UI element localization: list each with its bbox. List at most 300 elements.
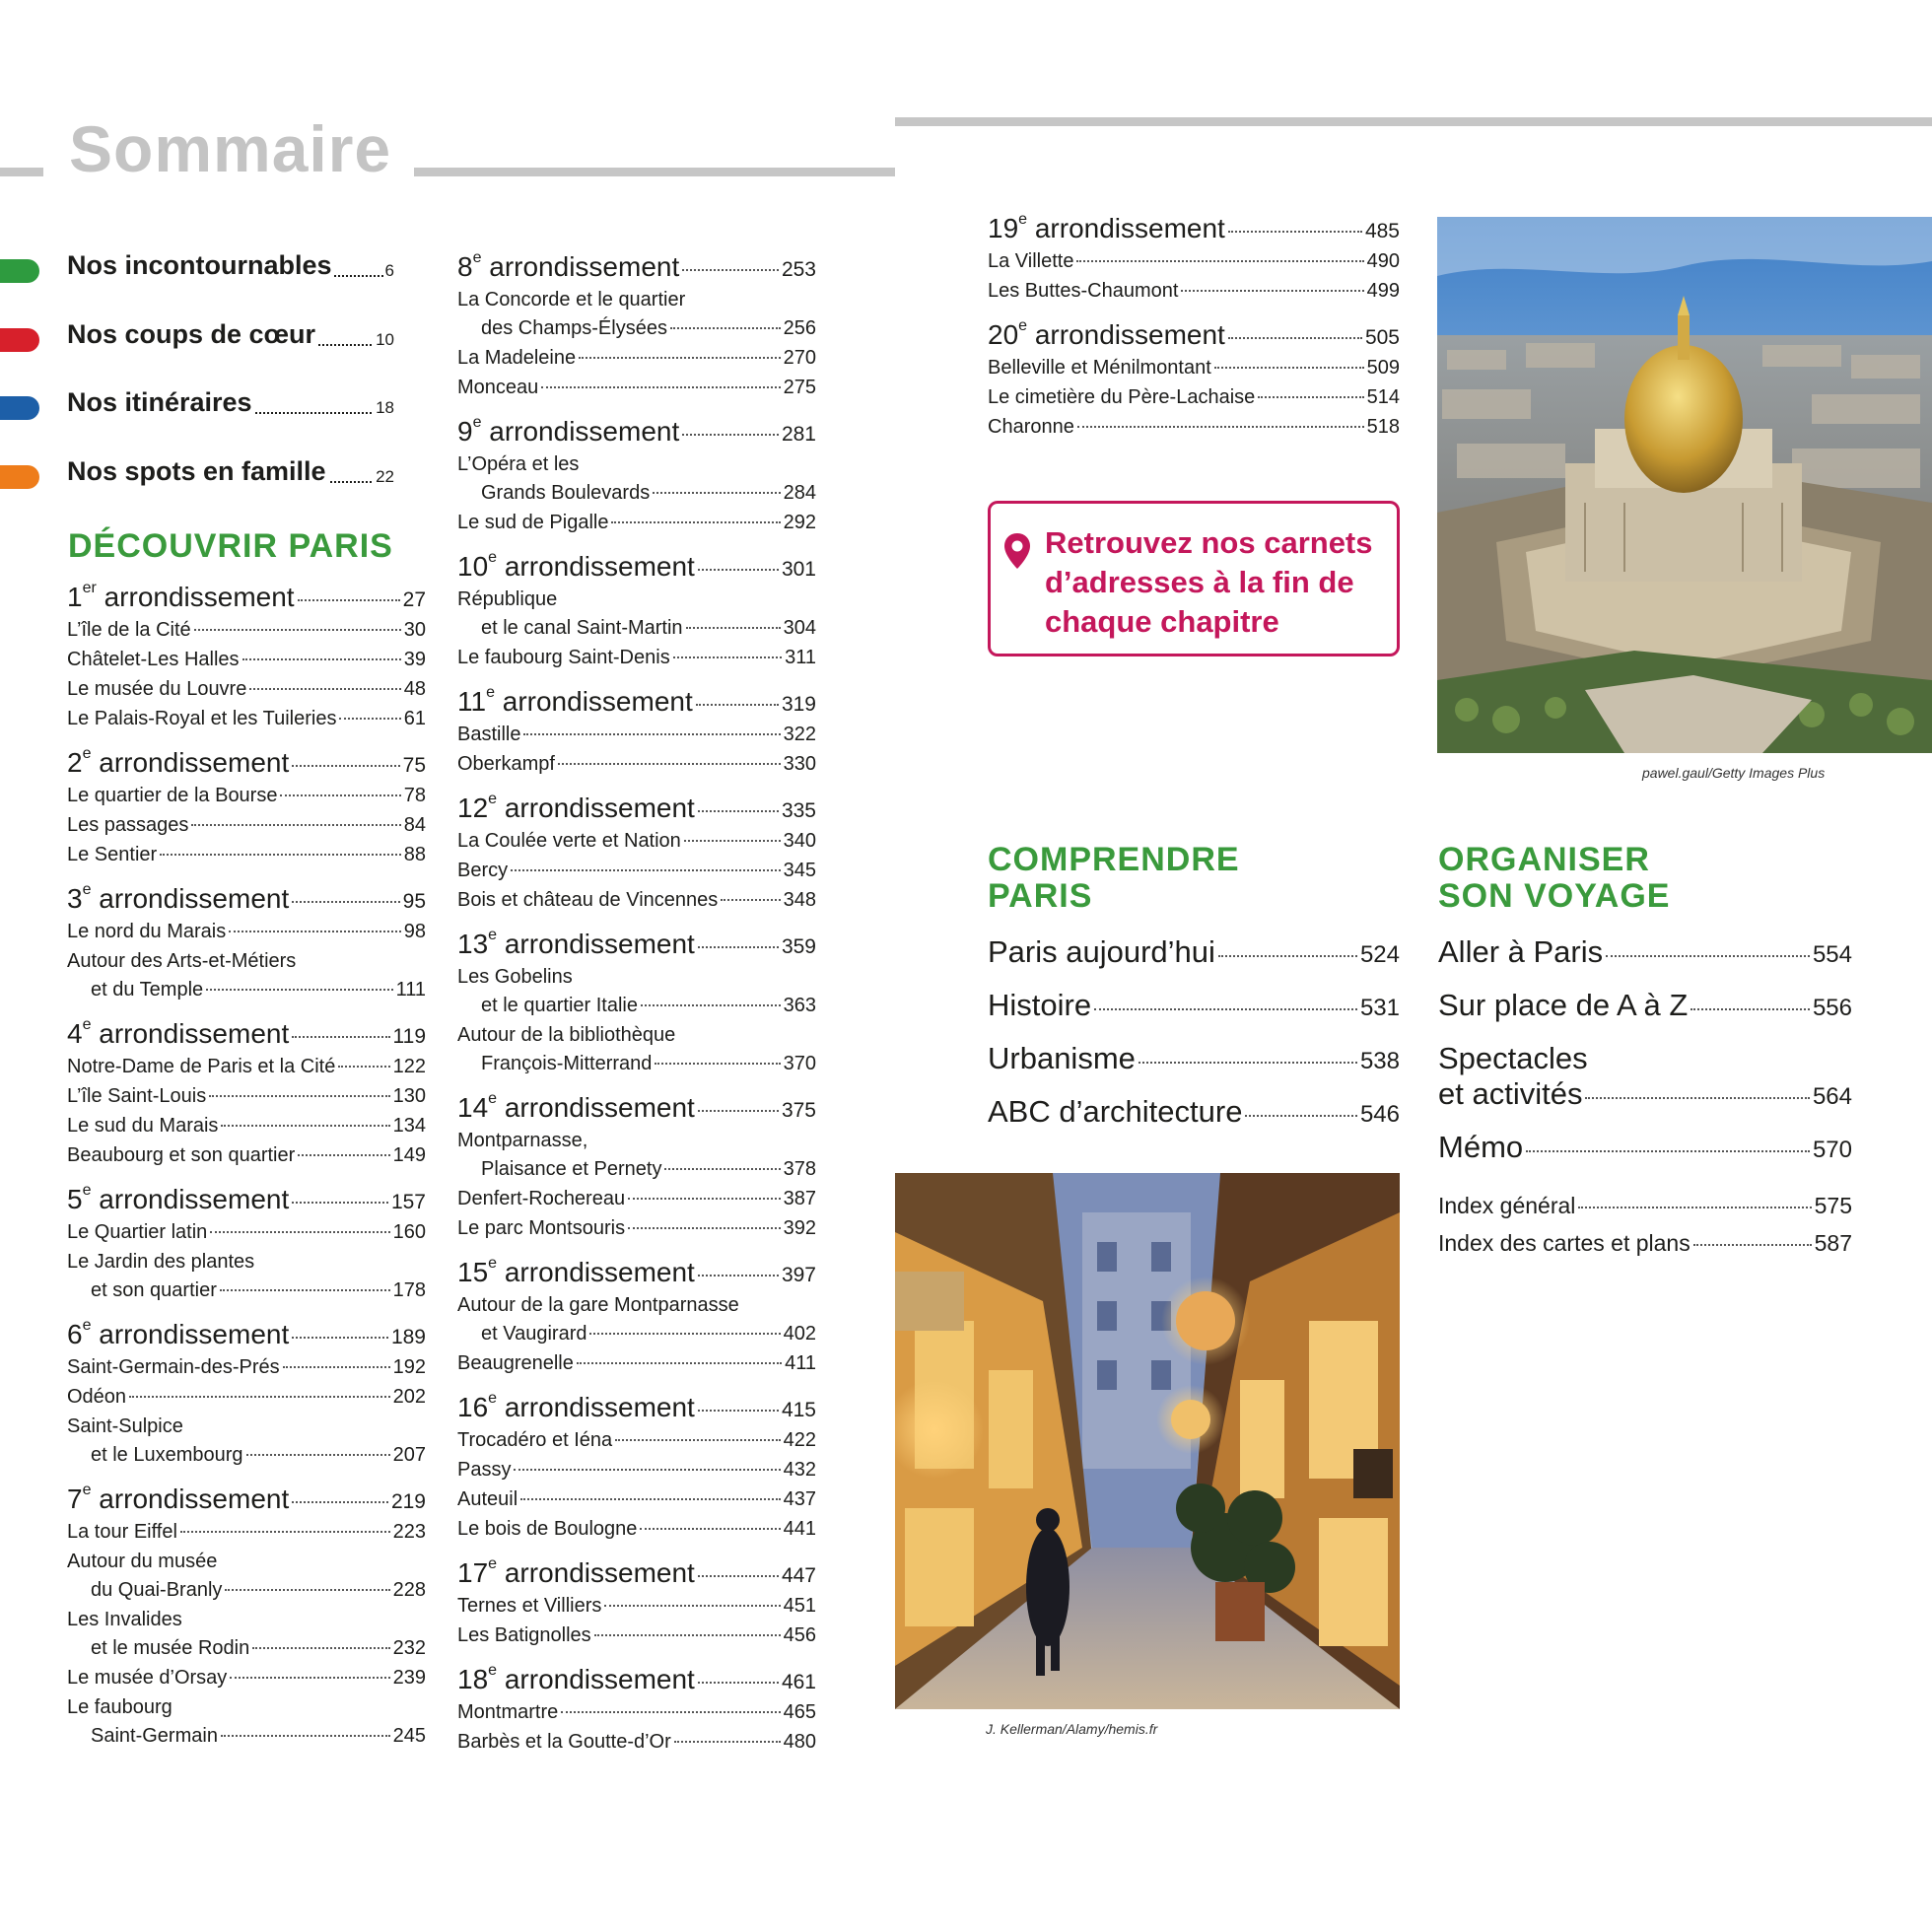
entry-title: Le quartier de la Bourse — [67, 785, 278, 806]
page-number: 570 — [1812, 1137, 1852, 1163]
arrondissement-heading[interactable] — [67, 1484, 426, 1521]
page-number: 437 — [783, 1488, 816, 1510]
page-number: 84 — [403, 814, 426, 836]
toc-entry[interactable] — [457, 1595, 816, 1624]
page-number: 319 — [781, 693, 816, 716]
page-number: 78 — [403, 785, 426, 806]
dot-leader — [249, 688, 400, 690]
comprendre-entry[interactable] — [988, 988, 1400, 1041]
dot-leader — [604, 1605, 780, 1607]
organiser-entry[interactable] — [1438, 934, 1852, 988]
arrondissement-heading[interactable] — [457, 1557, 816, 1595]
dot-leader — [338, 1066, 389, 1068]
toc-entry[interactable] — [67, 1085, 426, 1115]
entry-title: La Coulée verte et Nation — [457, 830, 681, 852]
entry-title: Le parc Montsouris — [457, 1217, 626, 1239]
entry-title: Auteuil — [457, 1488, 518, 1510]
arrondissement-heading[interactable] — [457, 793, 816, 830]
dot-leader — [511, 869, 781, 871]
dot-leader — [594, 1634, 781, 1636]
dot-leader — [191, 824, 400, 826]
entry-title: Bastille — [457, 724, 521, 745]
dot-leader — [298, 599, 400, 601]
arrondissement-heading[interactable] — [67, 1018, 426, 1056]
dot-leader — [674, 1741, 781, 1743]
passage-night-photo — [895, 1173, 1400, 1709]
toc-entry[interactable] — [67, 1221, 426, 1251]
toc-entry[interactable] — [457, 1053, 816, 1082]
entry-title: et activités — [1438, 1076, 1583, 1111]
toc-entry[interactable] — [457, 889, 816, 919]
toc-entry[interactable] — [988, 357, 1400, 386]
toc-entry[interactable] — [67, 708, 426, 737]
comprendre-list — [988, 934, 1400, 1147]
page-number: 10 — [376, 330, 394, 349]
color-tab-marker — [0, 259, 39, 283]
page-number: 509 — [1366, 357, 1400, 379]
ordinal-superscript: e — [488, 1255, 498, 1272]
arrondissement-heading[interactable] — [457, 251, 816, 289]
page-number: 451 — [783, 1595, 816, 1617]
page-number: 499 — [1366, 280, 1400, 302]
entry-title: 3e arrondissement — [67, 881, 290, 914]
toc-entry[interactable] — [67, 619, 426, 649]
arrondissement-heading[interactable] — [67, 1184, 426, 1221]
page-number: 149 — [392, 1144, 426, 1166]
toc-entry[interactable] — [457, 1323, 816, 1352]
dot-leader — [210, 1231, 389, 1233]
highlight-label: Nos coups de cœur — [67, 319, 316, 349]
dot-leader — [1578, 1207, 1811, 1208]
toc-entry[interactable] — [457, 1217, 816, 1247]
dot-leader — [523, 733, 780, 735]
dot-leader — [558, 763, 781, 765]
ordinal-superscript: e — [488, 791, 498, 807]
toc-entry[interactable] — [457, 1158, 816, 1188]
entry-title: Bois et château de Vincennes — [457, 889, 719, 911]
section-comprendre-heading — [988, 842, 1240, 916]
toc-entry[interactable] — [67, 649, 426, 678]
toc-entry[interactable] — [457, 1624, 816, 1654]
dot-leader — [673, 656, 782, 658]
toc-entry[interactable] — [457, 1188, 816, 1217]
ordinal-superscript: e — [472, 249, 482, 266]
page-number: 363 — [783, 995, 816, 1016]
ordinal-superscript: er — [82, 580, 97, 596]
entry-title: et le musée Rodin — [91, 1637, 250, 1659]
toc-entry[interactable] — [67, 979, 426, 1008]
arrondissement-heading[interactable] — [457, 1092, 816, 1130]
entry-title: Trocadéro et Iéna — [457, 1429, 613, 1451]
entry-title: 1er arrondissement — [67, 580, 295, 612]
index-entry[interactable] — [1438, 1230, 1852, 1268]
dot-leader — [209, 1095, 389, 1097]
entry-title: La Madeleine — [457, 347, 577, 369]
comprendre-entry[interactable] — [988, 1094, 1400, 1147]
entry-title: 17e arrondissement — [457, 1555, 695, 1588]
dot-leader — [1526, 1150, 1810, 1152]
page-number: 447 — [781, 1564, 816, 1587]
toc-entry[interactable] — [457, 1518, 816, 1548]
section-organiser-heading — [1438, 842, 1670, 916]
page-number: 587 — [1814, 1230, 1852, 1256]
page-number: 432 — [783, 1459, 816, 1481]
toc-entry[interactable] — [457, 647, 816, 676]
toc-entry[interactable] — [67, 1279, 426, 1309]
ordinal-superscript: e — [472, 414, 482, 431]
toc-entry[interactable] — [67, 1056, 426, 1085]
toc-entry[interactable] — [457, 1429, 816, 1459]
page-number: 546 — [1359, 1101, 1400, 1128]
entry-title: Paris aujourd’hui — [988, 934, 1215, 969]
toc-entry[interactable] — [67, 1386, 426, 1415]
entry-title: Monceau — [457, 377, 539, 398]
entry-title: La Villette — [988, 250, 1074, 272]
entry-title: Sur place de A à Z — [1438, 988, 1689, 1022]
toc-entry[interactable] — [67, 1356, 426, 1386]
entry-title: et le canal Saint-Martin — [481, 617, 683, 639]
highlight-item[interactable] — [0, 249, 404, 287]
dot-leader — [1181, 290, 1363, 292]
dot-leader — [292, 1202, 388, 1204]
section-comprendre-line1: COMPRENDRE — [988, 841, 1240, 878]
page-number: 465 — [783, 1701, 816, 1723]
comprendre-entry[interactable] — [988, 1041, 1400, 1094]
page-number: 441 — [783, 1518, 816, 1540]
entry-title: Urbanisme — [988, 1041, 1136, 1075]
page-number: 340 — [783, 830, 816, 852]
toc-entry[interactable] — [457, 830, 816, 860]
toc-entry[interactable] — [457, 617, 816, 647]
entry-title: et Vaugirard — [481, 1323, 587, 1345]
toc-entry[interactable] — [67, 1444, 426, 1474]
color-tab-marker — [0, 396, 39, 420]
organiser-entry[interactable] — [1438, 988, 1852, 1041]
arrondissement-heading[interactable] — [457, 686, 816, 724]
toc-entry[interactable] — [457, 377, 816, 406]
page-number: 330 — [783, 753, 816, 775]
dot-leader — [682, 434, 779, 436]
toc-entry[interactable] — [988, 280, 1400, 310]
entry-title: Les Buttes-Chaumont — [988, 280, 1179, 302]
dot-leader — [514, 1469, 780, 1471]
entry-first-line: Autour de la gare Montparnasse — [457, 1294, 739, 1316]
page-number: 122 — [392, 1056, 426, 1077]
page-number: 178 — [392, 1279, 426, 1301]
toc-entry[interactable] — [457, 1352, 816, 1382]
toc-entry[interactable] — [457, 1459, 816, 1488]
page-number: 88 — [403, 844, 426, 865]
entry-title: Ternes et Villiers — [457, 1595, 602, 1617]
dot-leader — [698, 1682, 779, 1684]
ordinal-superscript: e — [1018, 317, 1028, 334]
entry-first-line: La Concorde et le quartier — [457, 289, 686, 310]
toc-entry[interactable] — [67, 785, 426, 814]
toc-entry[interactable] — [457, 347, 816, 377]
page-number: 189 — [390, 1326, 426, 1348]
dot-leader — [1606, 955, 1810, 957]
toc-entry[interactable] — [457, 482, 816, 512]
dot-leader — [698, 810, 779, 812]
page-number: 485 — [1364, 220, 1400, 242]
location-pin-icon — [1002, 531, 1032, 571]
toc-entry[interactable] — [457, 512, 816, 541]
entry-first-line: Spectacles — [1438, 1041, 1588, 1075]
ordinal-superscript: e — [488, 1090, 498, 1107]
page-number: 359 — [781, 935, 816, 958]
arrondissement-heading[interactable] — [457, 551, 816, 588]
highlight-label: Nos incontournables — [67, 250, 332, 280]
entry-title: Belleville et Ménilmontant — [988, 357, 1211, 379]
toc-entry[interactable] — [988, 386, 1400, 416]
entry-title: Le cimetière du Père-Lachaise — [988, 386, 1256, 408]
page-number: 22 — [376, 467, 394, 486]
toc-entry[interactable] — [67, 1579, 426, 1609]
dot-leader — [1585, 1097, 1810, 1099]
ordinal-superscript: e — [488, 1390, 498, 1407]
entry-first-line: République — [457, 588, 558, 610]
arrondissement-heading[interactable] — [67, 747, 426, 785]
entry-title: 15e arrondissement — [457, 1255, 695, 1287]
entry-title: 5e arrondissement — [67, 1182, 290, 1214]
toc-entry[interactable] — [67, 1115, 426, 1144]
index-entry[interactable] — [1438, 1193, 1852, 1230]
dot-leader — [1693, 1244, 1812, 1246]
arrondissement-heading[interactable] — [457, 929, 816, 966]
dot-leader — [628, 1227, 781, 1229]
arrondissement-heading[interactable] — [67, 1319, 426, 1356]
page-number: 207 — [392, 1444, 426, 1466]
arrondissement-heading[interactable] — [988, 213, 1400, 250]
dot-leader — [1245, 1115, 1357, 1117]
dot-leader — [664, 1168, 780, 1170]
section-comprendre-line2: PARIS — [988, 877, 1093, 916]
dot-leader — [684, 840, 781, 842]
entry-title: Denfert-Rochereau — [457, 1188, 626, 1209]
ordinal-superscript: e — [488, 549, 498, 566]
dot-leader — [246, 1454, 390, 1456]
dot-leader — [194, 629, 401, 631]
arrondissement-heading[interactable] — [67, 582, 426, 619]
dot-leader — [698, 1410, 779, 1412]
dot-leader — [298, 1154, 389, 1156]
entry-title: 20e arrondissement — [988, 317, 1225, 350]
arrondissement-heading[interactable] — [457, 1257, 816, 1294]
toc-entry[interactable] — [457, 995, 816, 1024]
toc-entry[interactable] — [988, 416, 1400, 446]
entry-title: La tour Eiffel — [67, 1521, 177, 1543]
page-number: 370 — [783, 1053, 816, 1074]
highlight-item[interactable] — [0, 455, 404, 493]
page-number: 480 — [783, 1731, 816, 1753]
highlight-item[interactable] — [0, 318, 404, 356]
toc-entry[interactable] — [457, 753, 816, 783]
toc-entry[interactable] — [457, 1701, 816, 1731]
section-organiser-line2: SON VOYAGE — [1438, 877, 1671, 916]
toc-entry[interactable] — [67, 844, 426, 873]
dot-leader — [561, 1711, 780, 1713]
highlight-label: Nos itinéraires — [67, 387, 252, 417]
title-rule-mid — [414, 168, 895, 176]
page-number: 311 — [785, 647, 816, 668]
entry-title: 12e arrondissement — [457, 791, 695, 823]
page-number: 39 — [403, 649, 426, 670]
page-number: 192 — [392, 1356, 426, 1378]
page-number: 461 — [781, 1671, 816, 1693]
dot-leader — [696, 704, 779, 706]
dot-leader — [292, 1036, 389, 1038]
dot-leader — [611, 521, 780, 523]
entry-title: Beaugrenelle — [457, 1352, 574, 1374]
entry-title: Châtelet-Les Halles — [67, 649, 240, 670]
dot-leader — [280, 794, 400, 796]
page-number: 253 — [781, 258, 816, 281]
page-number: 397 — [781, 1264, 816, 1286]
arrondissement-heading[interactable] — [457, 416, 816, 453]
entry-title: 11e arrondissement — [457, 684, 693, 717]
entry-title: 7e arrondissement — [67, 1482, 290, 1514]
page-number: 322 — [783, 724, 816, 745]
entry-title: 19e arrondissement — [988, 211, 1225, 243]
page-number: 415 — [781, 1399, 816, 1421]
ordinal-superscript: e — [82, 745, 92, 762]
page-number: 284 — [783, 482, 816, 504]
color-tab-marker — [0, 328, 39, 352]
toc-entry[interactable] — [457, 317, 816, 347]
toc-entry[interactable] — [67, 1725, 426, 1755]
entry-title: des Champs-Élysées — [481, 317, 667, 339]
invalides-aerial-photo — [1437, 217, 1932, 753]
entry-title: et le quartier Italie — [481, 995, 638, 1016]
page-number: 375 — [781, 1099, 816, 1122]
dot-leader — [283, 1366, 390, 1368]
dot-leader — [242, 658, 401, 660]
entry-title: 18e arrondissement — [457, 1662, 695, 1694]
dot-leader — [541, 386, 780, 388]
entry-title: Histoire — [988, 988, 1092, 1022]
organiser-entry[interactable] — [1438, 1076, 1852, 1130]
dot-leader — [670, 327, 781, 329]
ordinal-superscript: e — [82, 1317, 92, 1334]
entry-title: Les Batignolles — [457, 1624, 591, 1646]
dot-leader — [229, 931, 401, 932]
dot-leader — [129, 1396, 390, 1398]
toc-entry[interactable] — [67, 678, 426, 708]
entry-first-line: Les Gobelins — [457, 966, 573, 988]
dot-leader — [653, 492, 780, 494]
toc-entry[interactable] — [457, 724, 816, 753]
dot-leader — [615, 1439, 780, 1441]
color-tab-marker — [0, 465, 39, 489]
dot-leader — [520, 1498, 780, 1500]
page-number: 422 — [783, 1429, 816, 1451]
ordinal-superscript: e — [1018, 211, 1028, 228]
toc-entry[interactable] — [67, 1637, 426, 1667]
page-number: 130 — [392, 1085, 426, 1107]
arrondissement-heading[interactable] — [457, 1392, 816, 1429]
arrondissement-heading[interactable] — [67, 883, 426, 921]
dot-leader — [160, 854, 401, 856]
toc-entry[interactable] — [457, 860, 816, 889]
page-number: 270 — [783, 347, 816, 369]
highlight-item[interactable] — [0, 386, 404, 424]
toc-entry[interactable] — [988, 250, 1400, 280]
ordinal-superscript: e — [82, 881, 92, 898]
entry-title: 6e arrondissement — [67, 1317, 290, 1349]
entry-title: Grands Boulevards — [481, 482, 651, 504]
toc-entry[interactable] — [67, 921, 426, 950]
entry-title: 14e arrondissement — [457, 1090, 695, 1123]
page-number: 18 — [376, 398, 394, 417]
toc-column-2 — [457, 251, 816, 1760]
toc-entry[interactable] — [67, 1521, 426, 1551]
toc-entry[interactable] — [67, 1144, 426, 1174]
page-number: 575 — [1814, 1193, 1852, 1218]
dot-leader — [628, 1198, 781, 1200]
dot-leader — [698, 946, 779, 948]
page-title: Sommaire — [69, 112, 392, 185]
page-number: 75 — [402, 754, 426, 777]
page-number: 378 — [783, 1158, 816, 1180]
page-number: 392 — [783, 1217, 816, 1239]
entry-title: 13e arrondissement — [457, 927, 695, 959]
entry-title: Aller à Paris — [1438, 934, 1604, 969]
page-number: 157 — [390, 1191, 426, 1213]
dot-leader — [698, 569, 779, 571]
entry-title: Notre-Dame de Paris et la Cité — [67, 1056, 336, 1077]
dot-leader — [655, 1063, 780, 1065]
entry-title: Le sud de Pigalle — [457, 512, 609, 533]
page-number: 505 — [1364, 326, 1400, 349]
dot-leader — [292, 1501, 388, 1503]
entry-title: Index des cartes et plans — [1438, 1230, 1690, 1256]
page-number: 95 — [402, 890, 426, 913]
dot-leader — [1076, 260, 1363, 262]
toc-entry[interactable] — [67, 1667, 426, 1696]
page-number: 61 — [403, 708, 426, 729]
entry-title: Le sud du Marais — [67, 1115, 219, 1137]
dot-leader — [220, 1289, 390, 1291]
dot-leader — [686, 627, 781, 629]
ordinal-superscript: e — [488, 927, 498, 943]
entry-title: du Quai-Branly — [91, 1579, 223, 1601]
page-number: 292 — [783, 512, 816, 533]
dot-leader — [1228, 231, 1362, 233]
toc-entry[interactable] — [457, 1731, 816, 1760]
entry-title: Odéon — [67, 1386, 127, 1408]
dot-leader — [589, 1333, 780, 1335]
entry-title: Le musée d’Orsay — [67, 1667, 228, 1689]
entry-title: Mémo — [1438, 1130, 1524, 1164]
toc-entry[interactable] — [457, 1488, 816, 1518]
arrondissement-heading[interactable] — [457, 1664, 816, 1701]
section-decouvrir-heading: DÉCOUVRIR PARIS — [68, 527, 393, 565]
dot-leader — [292, 901, 399, 903]
comprendre-entry[interactable] — [988, 934, 1400, 988]
entry-title: 10e arrondissement — [457, 549, 695, 582]
page-number: 524 — [1359, 941, 1400, 968]
page-number: 219 — [390, 1490, 426, 1513]
entry-title: 8e arrondissement — [457, 249, 680, 282]
toc-entry[interactable] — [67, 814, 426, 844]
organiser-entry[interactable] — [1438, 1130, 1852, 1183]
arrondissement-heading[interactable] — [988, 319, 1400, 357]
entry-title: Bercy — [457, 860, 509, 881]
entry-title: Charonne — [988, 416, 1074, 438]
entry-title: Montmartre — [457, 1701, 559, 1723]
dot-leader — [221, 1735, 390, 1737]
entry-title: Le faubourg Saint-Denis — [457, 647, 670, 668]
